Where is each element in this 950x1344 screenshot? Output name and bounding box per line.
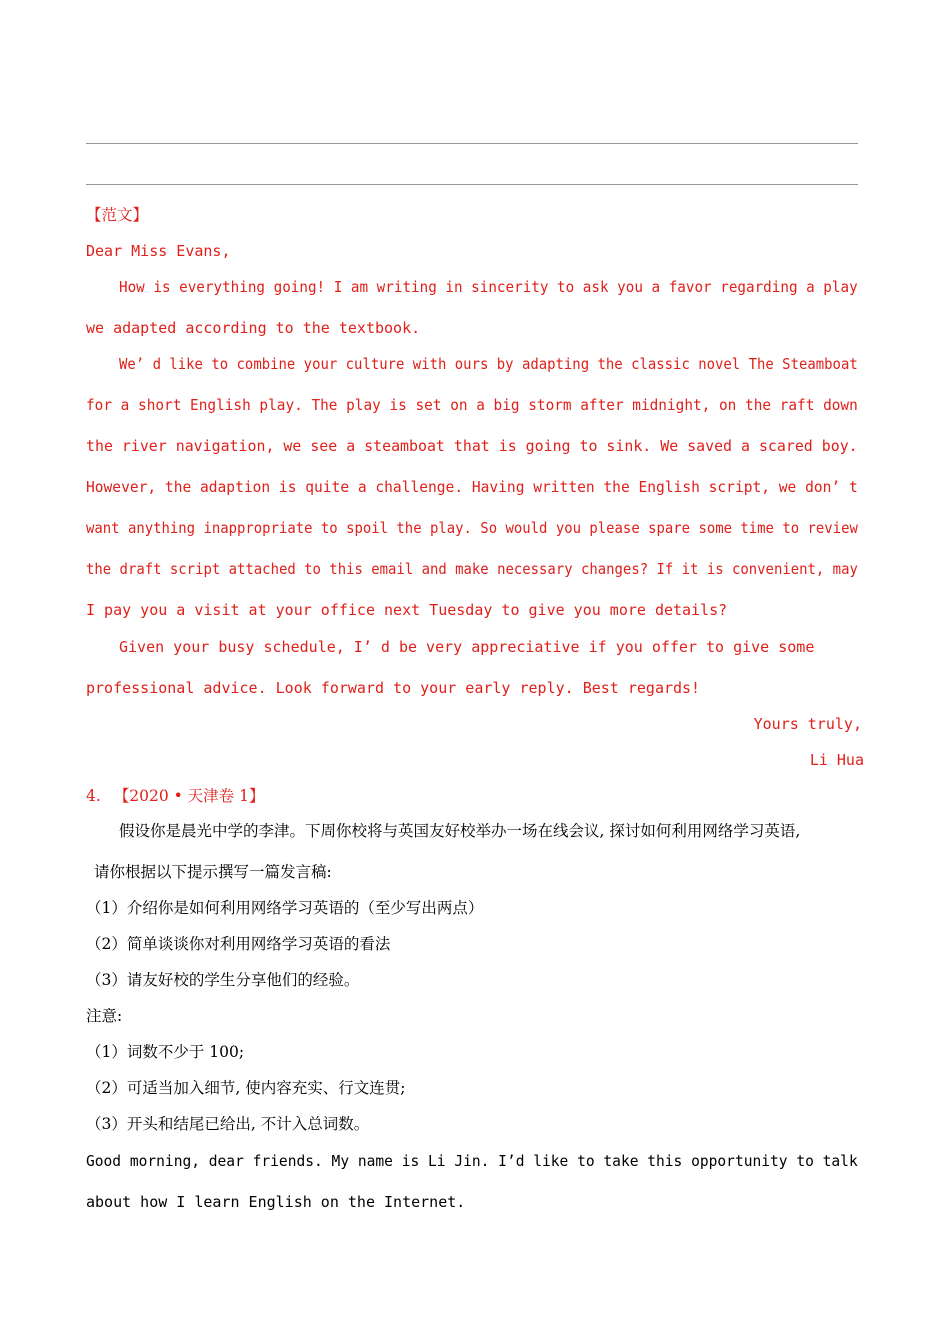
sample-line: the draft script attached to this email and make necessary changes? If it is convenient, may xyxy=(86,560,858,578)
sample-signature: Li Hua xyxy=(809,751,864,769)
answer-line xyxy=(86,184,858,185)
question-point: （1）介绍你是如何利用网络学习英语的（至少写出两点） xyxy=(86,899,484,917)
sample-line: I pay you a visit at your office next Tuesday to give you more details? xyxy=(86,601,728,619)
sample-line: How is everything going! I am writing in sincerity to ask you a favor regarding a play xyxy=(119,278,858,296)
speech-opening: Good morning, dear friends. My name is Li Jin. I’d like to take this opportunity to talk xyxy=(86,1152,858,1170)
question-intro: 假设你是晨光中学的李津。下周你校将与英国友好校举办一场在线会议, 探讨如何利用网络学习英语, xyxy=(119,822,801,840)
question-number: 4. xyxy=(86,787,101,805)
sample-line: for a short English play. The play is set on a big storm after midnight, on the raft down xyxy=(86,396,858,414)
sample-line: want anything inappropriate to spoil the play. So would you please spare some time to review xyxy=(86,519,858,537)
answer-line xyxy=(86,143,858,144)
question-point: （3）请友好校的学生分享他们的经验。 xyxy=(86,971,360,989)
note-item: （3）开头和结尾已给出, 不计入总词数。 xyxy=(86,1115,370,1133)
sample-line: However, the adaption is quite a challenge. Having written the English script, we don’ t xyxy=(86,478,858,496)
speech-opening: about how I learn English on the Internet. xyxy=(86,1193,466,1211)
question-source: 【2020 • 天津卷 1】 xyxy=(113,787,265,805)
question-point: （2）简单谈谈你对利用网络学习英语的看法 xyxy=(86,935,391,953)
question-header xyxy=(86,786,264,806)
notes-label: 注意: xyxy=(86,1007,123,1025)
sample-line: We’ d like to combine your culture with ours by adapting the classic novel The Steamboat xyxy=(119,355,858,373)
sample-line: professional advice. Look forward to your early reply. Best regards! xyxy=(86,679,701,697)
sample-salutation: Dear Miss Evans, xyxy=(86,242,231,260)
sample-line: Given your busy schedule, I’ d be very appreciative if you offer to give some xyxy=(119,638,815,656)
question-intro: 请你根据以下提示撰写一篇发言稿: xyxy=(94,863,332,881)
sample-heading: 【范文】 xyxy=(86,206,149,224)
sample-line: the river navigation, we see a steamboat that is going to sink. We saved a scared boy. xyxy=(86,437,858,455)
note-item: （2）可适当加入细节, 使内容充实、行文连贯; xyxy=(86,1079,406,1097)
note-item: （1）词数不少于 100; xyxy=(86,1043,245,1061)
sample-line: we adapted according to the textbook. xyxy=(86,319,421,337)
sample-closing: Yours truly, xyxy=(753,715,862,733)
